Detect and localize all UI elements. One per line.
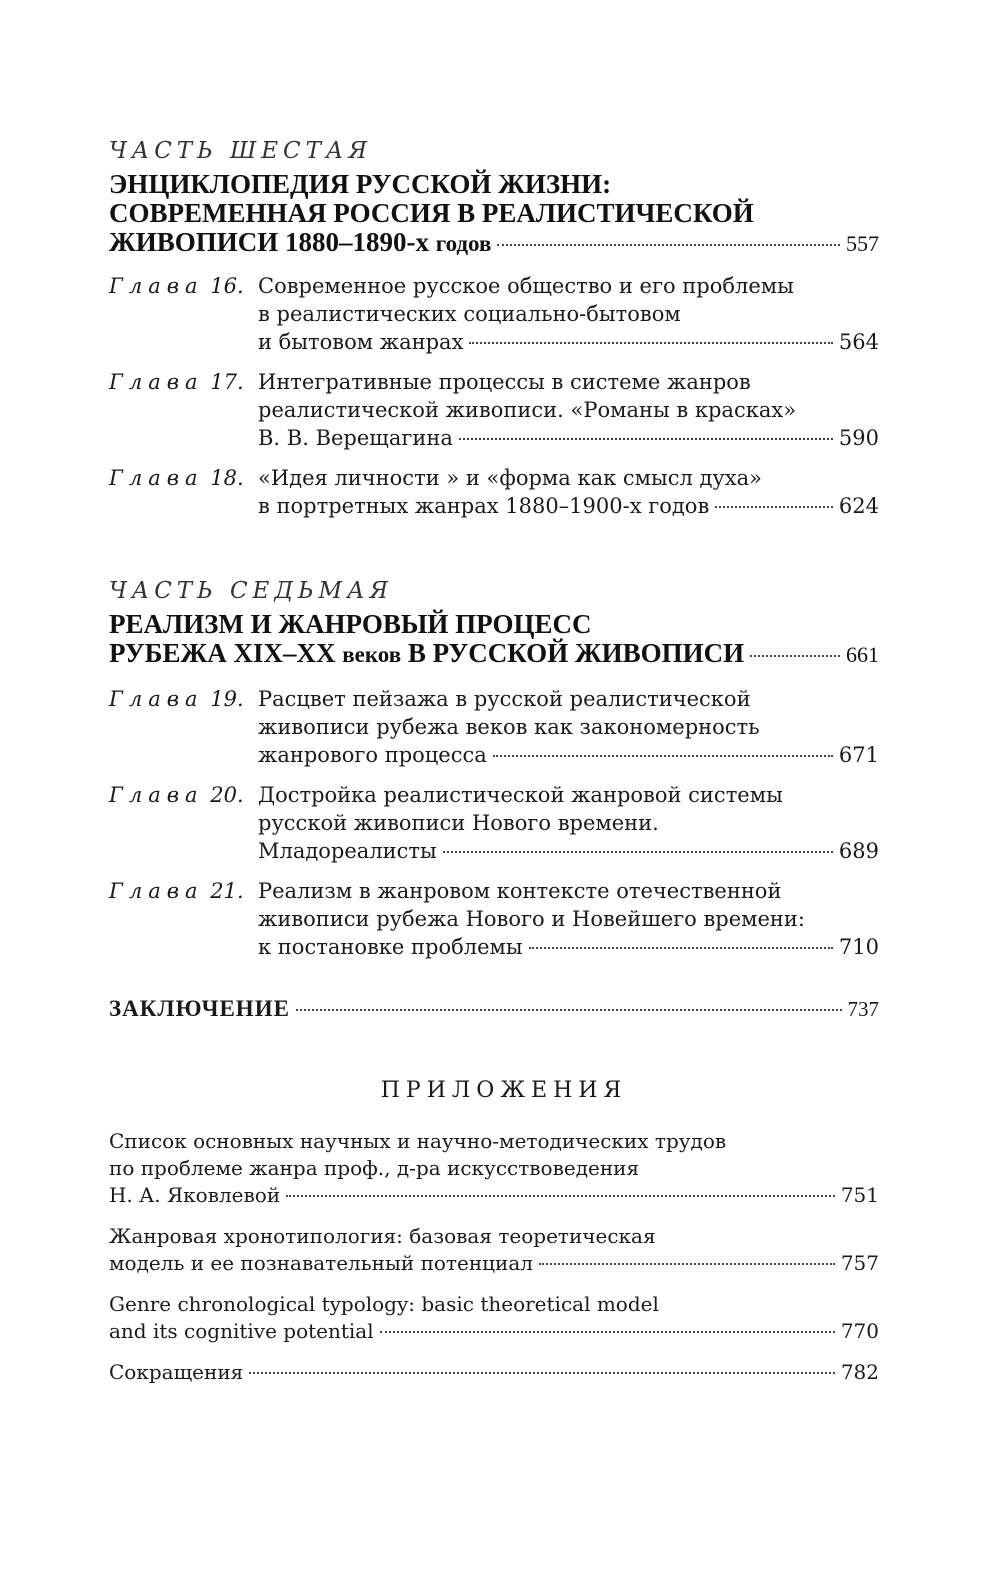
dot-leader [715, 506, 833, 508]
part6-label: ЧАСТЬ ШЕСТАЯ [109, 138, 372, 164]
part7-title-line2: РУБЕЖА XIX–XX веков В РУССКОЙ ЖИВОПИСИ [109, 638, 745, 668]
dot-leader [539, 1263, 835, 1265]
dot-leader [286, 1195, 835, 1197]
chapter-label: Глава 21. [109, 879, 244, 903]
chapter-entry [109, 368, 879, 452]
dot-leader [443, 851, 833, 853]
chapter-page: 564 [838, 330, 879, 354]
part7-title-line1: РЕАЛИЗМ И ЖАНРОВЫЙ ПРОЦЕСС [109, 609, 592, 639]
chapter-label: Глава 17. [109, 370, 244, 394]
part6-title-leader [109, 228, 879, 258]
appendices-heading: ПРИЛОЖЕНИЯ [380, 1078, 628, 1103]
appendix-page: 782 [840, 1360, 879, 1384]
part6-page: 557 [846, 231, 879, 256]
appendix-page: 751 [840, 1183, 879, 1207]
chapter-title: Достройка реалистической жанровой системы русской живописи Нового времени. Младореалисты 689 [258, 783, 879, 863]
dot-leader [249, 1372, 835, 1374]
part7-title-leader [109, 639, 879, 669]
appendices-list [109, 1128, 879, 1400]
part6-title-line2: СОВРЕМЕННАЯ РОССИЯ В РЕАЛИСТИЧЕСКОЙ [109, 198, 754, 228]
chapter-label: Глава 18. [109, 466, 244, 490]
dot-leader [469, 342, 833, 344]
dot-leader [459, 438, 833, 440]
dot-leader [493, 755, 833, 757]
chapter-entry [109, 272, 879, 356]
chapter-page: 590 [838, 426, 879, 450]
chapter-page: 689 [838, 839, 879, 863]
dot-leader [750, 655, 840, 657]
chapter-page: 710 [838, 935, 879, 959]
part6-title [109, 170, 879, 258]
chapter-page: 671 [838, 743, 879, 767]
conclusion-entry [109, 994, 879, 1024]
appendix-entry: Genre chronological typology: basic theoretical model and its cognitive potential 770 [109, 1292, 879, 1343]
part7-page: 661 [846, 642, 879, 667]
part6-section [109, 138, 879, 258]
part7-title [109, 610, 879, 669]
chapter-title: Реализм в жанровом контексте отечественной живописи рубежа Нового и Новейшего времени: к постановке проблемы 710 [258, 879, 879, 959]
part7-label: ЧАСТЬ СЕДЬМАЯ [109, 578, 394, 604]
chapter-entry [109, 877, 879, 961]
conclusion-page: 737 [847, 997, 879, 1021]
chapter-page: 624 [838, 494, 879, 518]
chapter-entry [109, 685, 879, 769]
chapter-title: Интегративные процессы в системе жанров реалистической живописи. «Романы в красках» В. В. Верещагина 590 [258, 370, 879, 450]
chapter-label: Глава 20. [109, 783, 244, 807]
appendix-entry: Сокращения 782 [109, 1360, 879, 1384]
appendix-entry: Жанровая хронотипология: базовая теоретическая модель и ее познавательный потенциал 757 [109, 1224, 879, 1275]
chapter-label: Глава 19. [109, 687, 244, 711]
chapter-entry [109, 781, 879, 865]
dot-leader [380, 1331, 835, 1333]
chapter-title: Расцвет пейзажа в русской реалистической живописи рубежа веков как закономерность жанрового процесса 671 [258, 687, 879, 767]
part6-title-line3: ЖИВОПИСИ 1880–1890-х годов [109, 227, 492, 257]
part7-section [109, 578, 879, 669]
chapter-title: Современное русское общество и его проблемы в реалистических социально-бытовом и бытовом жанрах 564 [258, 274, 879, 354]
part6-title-line1: ЭНЦИКЛОПЕДИЯ РУССКОЙ ЖИЗНИ: [109, 169, 612, 199]
dot-leader [497, 244, 840, 246]
appendix-page: 770 [840, 1319, 879, 1343]
dot-leader [529, 947, 833, 949]
chapter-label: Глава 16. [109, 274, 244, 298]
dot-leader [296, 1009, 842, 1011]
chapter-entry [109, 464, 879, 520]
appendix-entry: Список основных научных и научно-методических трудов по проблеме жанра проф., д-ра искусствоведения Н. А. Яковлевой 751 [109, 1129, 879, 1207]
part7-chapters [109, 685, 879, 973]
chapter-title: «Идея личности » и «форма как смысл духа» в портретных жанрах 1880–1900-х годов 624 [258, 466, 879, 518]
appendix-page: 757 [840, 1251, 879, 1275]
conclusion-title: ЗАКЛЮЧЕНИЕ [109, 996, 290, 1021]
part6-chapters [109, 272, 879, 532]
